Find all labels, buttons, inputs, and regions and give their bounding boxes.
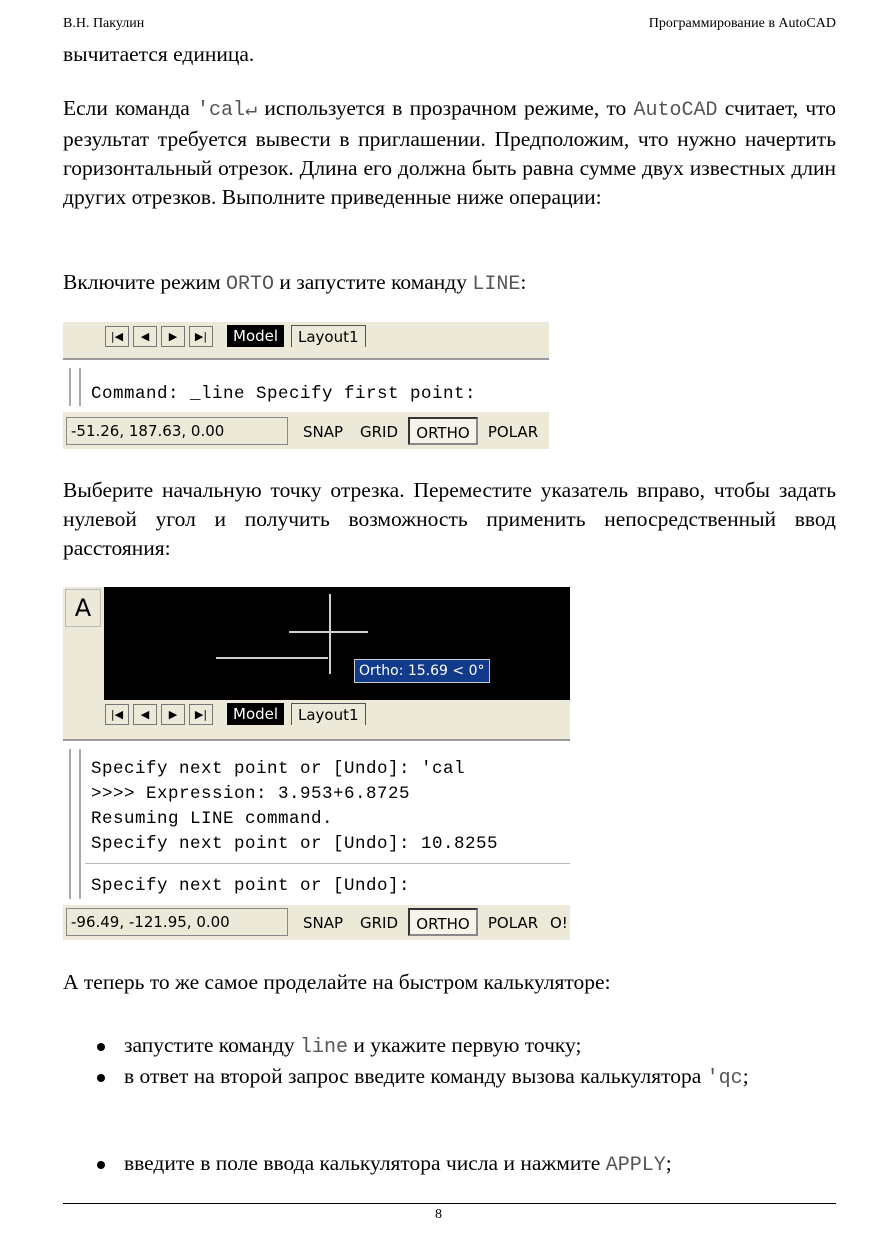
list-item-text <box>124 1062 836 1093</box>
text-fragment: и укажите первую точку; <box>348 1033 582 1057</box>
polar-button[interactable]: POLAR <box>487 423 539 441</box>
command-history-line: Specify next point or [Undo]: 10.8255 <box>91 834 499 854</box>
polar-button[interactable]: POLAR <box>487 914 539 932</box>
command-grip[interactable] <box>69 749 81 899</box>
header-title: Программирование в AutoCAD <box>648 16 836 31</box>
code-apply: APPLY <box>605 1154 666 1177</box>
grid-button[interactable]: GRID <box>359 914 399 932</box>
code-qc: 'qc <box>706 1067 743 1090</box>
status-bar <box>63 414 549 449</box>
list-item <box>97 1149 836 1180</box>
text-fragment: и запустите команду <box>274 270 473 294</box>
drawing-canvas[interactable] <box>104 587 570 702</box>
layout-tab-bar <box>63 322 549 350</box>
command-history-line: Specify next point or [Undo]: 'cal <box>91 759 466 779</box>
bullet-icon <box>97 1161 105 1169</box>
header-author: В.Н. Пакулин <box>63 16 145 31</box>
code-line: LINE <box>472 273 521 296</box>
prev-tab-icon[interactable]: ◀ <box>133 704 157 725</box>
command-history-line: Resuming LINE command. <box>91 809 334 829</box>
coordinates-display: -51.26, 187.63, 0.00 <box>66 417 288 445</box>
footer-divider <box>63 1203 836 1204</box>
paragraph-continuation: вычитается единица. <box>63 42 255 66</box>
side-panel-button[interactable]: A <box>65 589 101 627</box>
first-tab-icon[interactable]: |◀ <box>105 704 129 725</box>
text-fragment: ; <box>742 1064 749 1088</box>
prompt-divider <box>85 863 570 864</box>
tab-model[interactable]: Model <box>227 703 284 725</box>
code-cal: 'cal↵ <box>197 99 258 122</box>
snap-button[interactable]: SNAP <box>302 423 344 441</box>
crosshair-vertical <box>329 594 331 674</box>
command-history-line: >>>> Expression: 3.953+6.8725 <box>91 784 411 804</box>
text-fragment: Если команда <box>63 96 198 120</box>
ortho-tooltip: Ortho: 15.69 < 0° <box>354 659 490 683</box>
text-fragment: используется в прозрачном режиме, то <box>257 96 634 120</box>
text-fragment: в ответ на второй запрос введите команду вызова калькулятора <box>124 1064 707 1088</box>
list-item-text <box>124 1031 836 1062</box>
text-fragment: введите в поле ввода калькулятора числа и нажмите <box>124 1151 606 1175</box>
code-line-cmd: line <box>300 1036 349 1059</box>
next-tab-icon[interactable]: ▶ <box>161 326 185 347</box>
paragraph-orto <box>63 268 836 299</box>
command-prompt[interactable]: Specify next point or [Undo]: <box>91 876 411 896</box>
command-window[interactable] <box>63 739 570 905</box>
list-item-text <box>124 1149 836 1180</box>
tab-model[interactable]: Model <box>227 325 284 347</box>
coordinates-display: -96.49, -121.95, 0.00 <box>66 908 288 936</box>
tab-layout1[interactable]: Layout1 <box>291 703 366 725</box>
code-orto: ORTO <box>226 273 275 296</box>
paragraph-quickcalc: А теперь то же самое проделайте на быстром калькуляторе: <box>63 970 611 994</box>
next-tab-icon[interactable]: ▶ <box>161 704 185 725</box>
osnap-button[interactable]: O! <box>550 914 568 932</box>
layout-tab-bar <box>63 700 570 728</box>
autocad-screenshot-1 <box>63 322 549 449</box>
ortho-button[interactable]: ORTHO <box>408 417 478 445</box>
paragraph-transparent-mode <box>63 94 836 212</box>
list-item <box>97 1062 836 1093</box>
snap-button[interactable]: SNAP <box>302 914 344 932</box>
status-bar <box>63 905 570 940</box>
text-fragment: Включите режим <box>63 270 227 294</box>
autocad-screenshot-2 <box>63 587 570 940</box>
tab-layout1[interactable]: Layout1 <box>291 325 366 347</box>
code-autocad: AutoCAD <box>633 99 718 122</box>
last-tab-icon[interactable]: ▶| <box>189 326 213 347</box>
paragraph-select-point: Выберите начальную точку отрезка. Переместите указатель вправо, чтобы задать нулевой угол и получить возможность применить непосредственный ввод расстояния: <box>63 478 836 560</box>
grid-button[interactable]: GRID <box>359 423 399 441</box>
text-fragment: запустите команду <box>124 1033 301 1057</box>
last-tab-icon[interactable]: ▶| <box>189 704 213 725</box>
rubberband-line <box>216 657 328 659</box>
prev-tab-icon[interactable]: ◀ <box>133 326 157 347</box>
text-fragment: : <box>520 270 527 294</box>
bullet-icon <box>97 1074 105 1082</box>
first-tab-icon[interactable]: |◀ <box>105 326 129 347</box>
text-fragment: считает, что результат требуется вывести в приглашении. Предположим, что нужно начертить горизонтальный отрезок. Длина его должна быть равна сумме двух известных длин других отрезков. Выполните приведенные ниже операции: <box>63 96 836 209</box>
command-line: Command: _line Specify first point: <box>91 384 477 404</box>
text-fragment: ; <box>665 1151 672 1175</box>
command-grip[interactable] <box>69 368 81 406</box>
ortho-button[interactable]: ORTHO <box>408 908 478 936</box>
list-item <box>97 1031 836 1062</box>
bullet-icon <box>97 1043 105 1051</box>
command-window[interactable] <box>63 358 549 412</box>
page-number: 8 <box>435 1207 442 1222</box>
